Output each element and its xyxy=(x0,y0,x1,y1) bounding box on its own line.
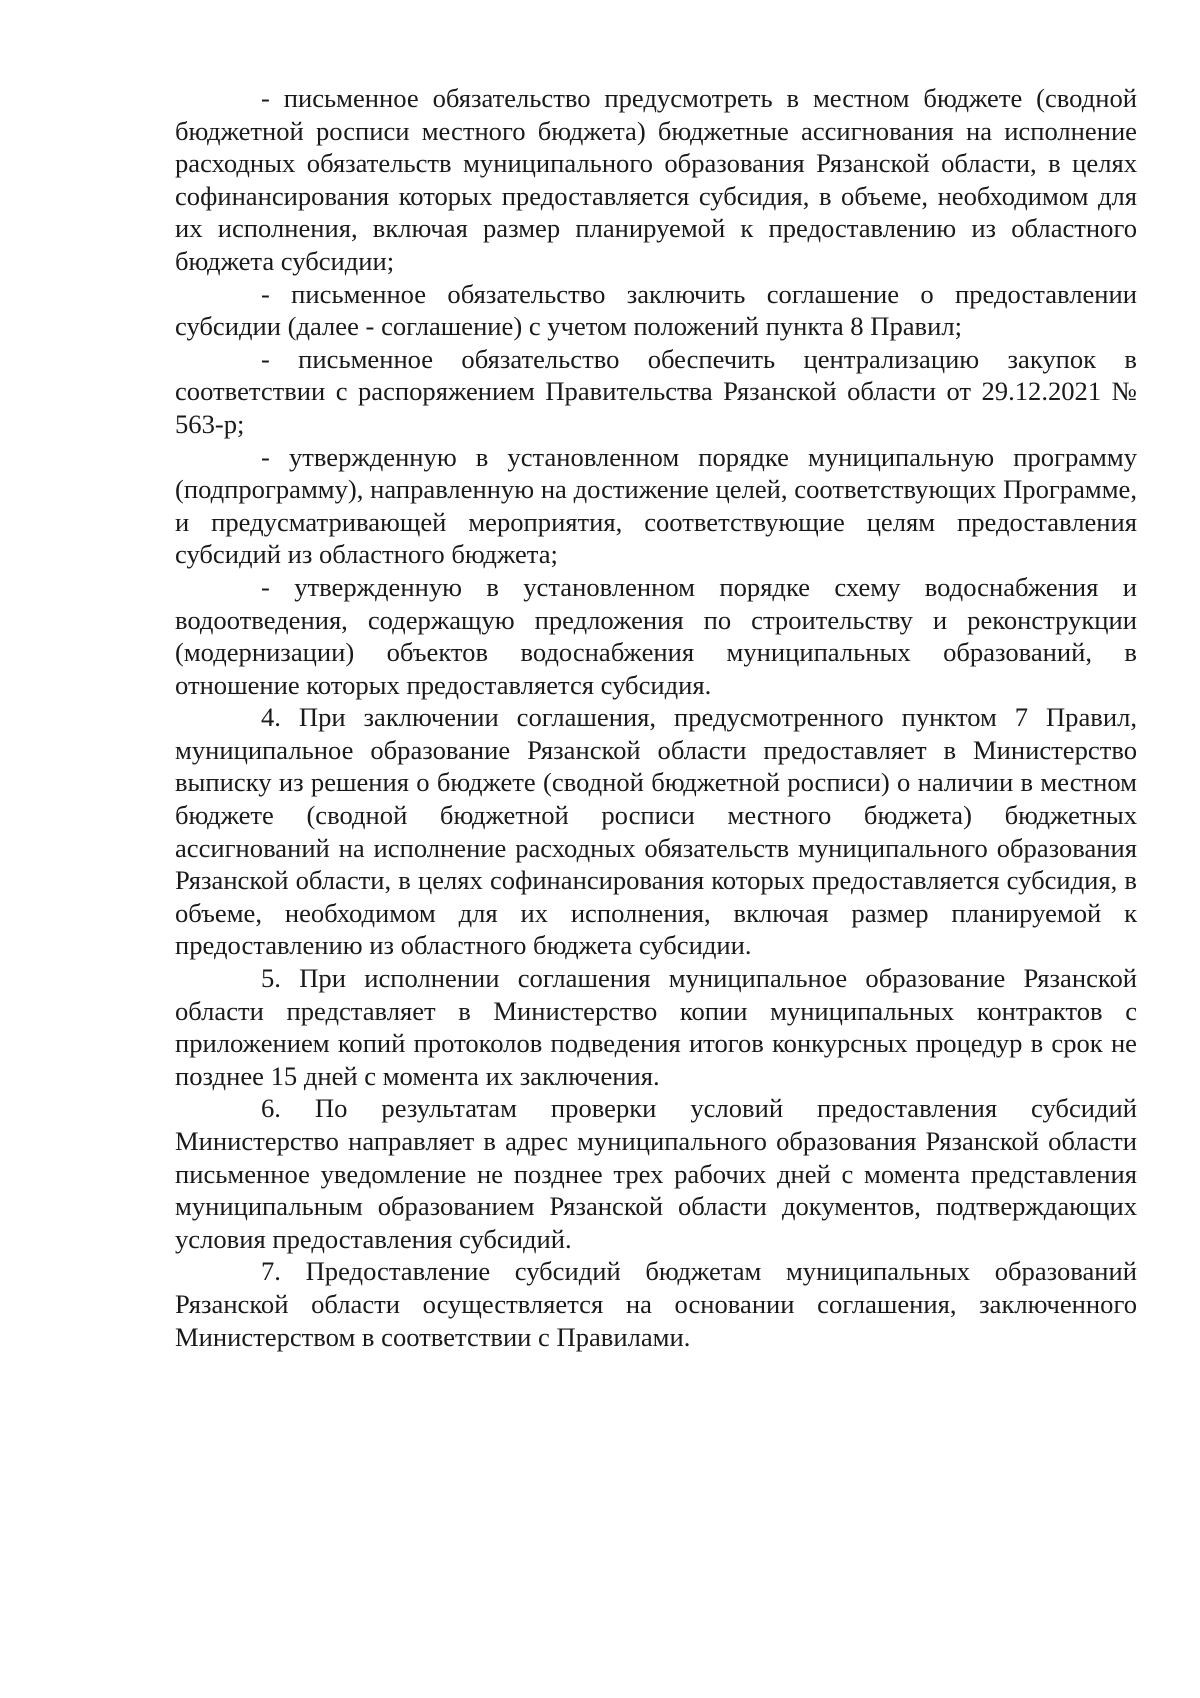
paragraph-clause-4: 4. При заключении соглашения, предусмотренного пунктом 7 Правил, муниципальное образование Рязанской области предоставляет в Министерство выписку из решения о бюджете (сводной бюджетной росписи) о наличии в местном бюджете (сводной бюджетной росписи местного бюджета) бюджетных ассигнований на исполнение расходных обязательств муниципального образования Рязанской области, в целях софинансирования которых предоставляется субсидия, в объеме, необходимом для их исполнения, включая размер планируемой к предоставлению из областного бюджета субсидии. xyxy=(175,702,1137,961)
document-body xyxy=(175,82,1137,1353)
paragraph-written-obligation-agreement: - письменное обязательство заключить соглашение о предоставлении субсидии (далее - соглашение) с учетом положений пункта 8 Правил; xyxy=(175,278,1137,342)
paragraph-municipal-program: - утвержденную в установленном порядке муниципальную программу (подпрограмму), направленную на достижение целей, соответствующих Программе, и предусматривающей мероприятия, соответствующие целям предоставления субсидий из областного бюджета; xyxy=(175,441,1137,570)
paragraph-clause-6: 6. По результатам проверки условий предоставления субсидий Министерство направляет в адрес муниципального образования Рязанской области письменное уведомление не позднее трех рабочих дней с момента представления муниципальным образованием Рязанской области документов, подтверждающих условия предоставления субсидий. xyxy=(175,1093,1137,1254)
paragraph-written-obligation-procurement: - письменное обязательство обеспечить централизацию закупок в соответствии с распоряжением Правительства Рязанской области от 29.12.2021 № 563-р; xyxy=(175,343,1137,439)
paragraph-written-obligation-budget: - письменное обязательство предусмотреть в местном бюджете (сводной бюджетной росписи местного бюджета) бюджетные ассигнования на исполнение расходных обязательств муниципального образования Рязанской области, в целях софинансирования которых предоставляется субсидия, в объеме, необходимом для их исполнения, включая размер планируемой к предоставлению из областного бюджета субсидии; xyxy=(175,83,1137,276)
paragraph-clause-7: 7. Предоставление субсидий бюджетам муниципальных образований Рязанской области осуществляется на основании соглашения, заключенного Министерством в соответствии с Правилами. xyxy=(175,1256,1137,1352)
paragraph-water-supply-scheme: - утвержденную в установленном порядке схему водоснабжения и водоотведения, содержащую предложения по строительству и реконструкции (модернизации) объектов водоснабжения муниципальных образований, в отношение которых предоставляется субсидия. xyxy=(175,571,1137,700)
paragraph-clause-5: 5. При исполнении соглашения муниципальное образование Рязанской области представляет в Министерство копии муниципальных контрактов с приложением копий протоколов подведения итогов конкурсных процедур в срок не позднее 15 дней с момента их заключения. xyxy=(175,963,1137,1091)
